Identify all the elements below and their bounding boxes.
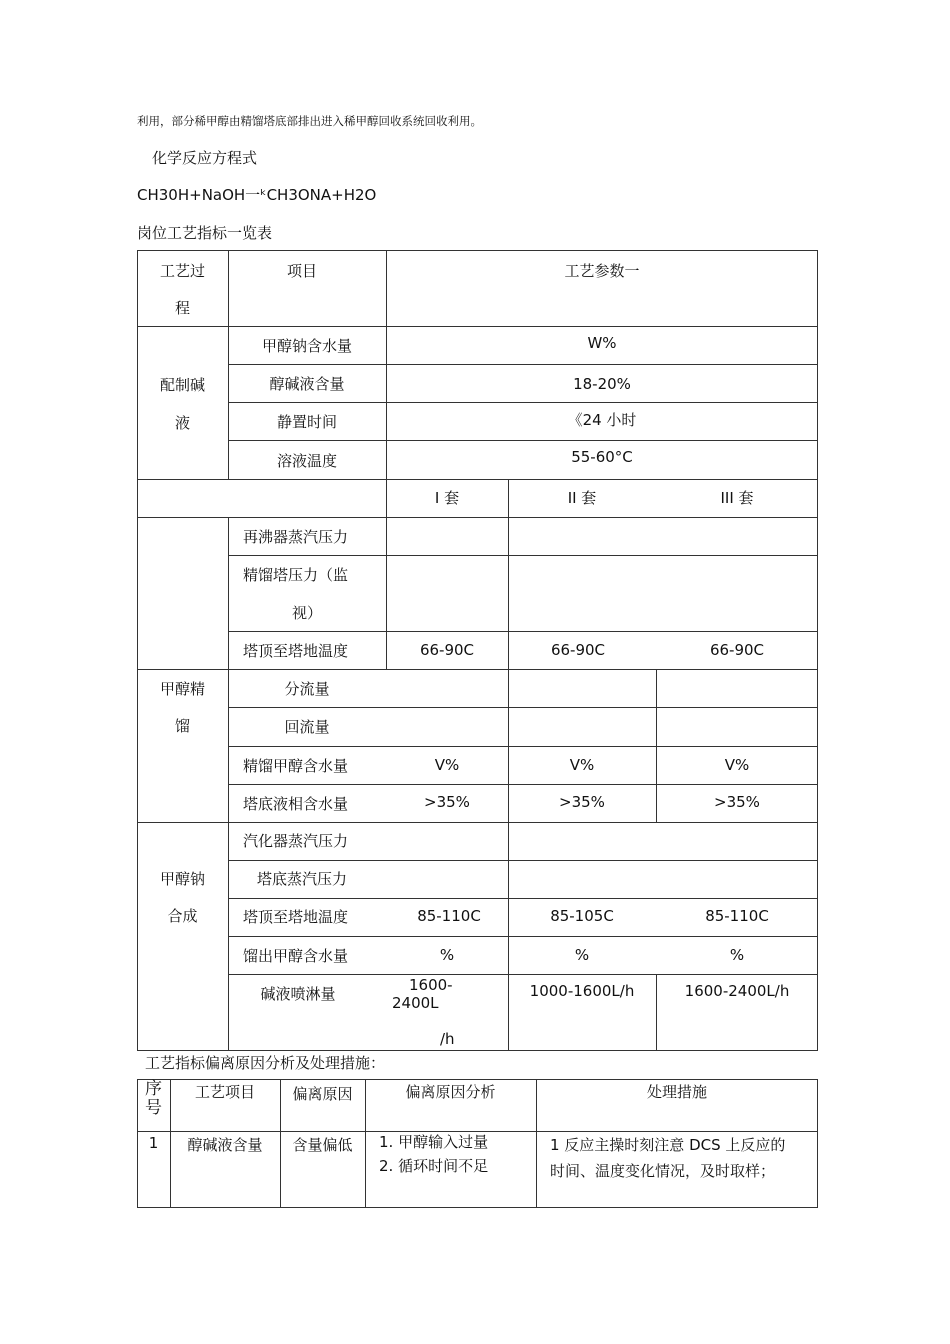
synth-group-label: 甲醇钠 <box>159 870 205 888</box>
synth-value-set3: 1600-2400L/h <box>684 982 790 1000</box>
distill-value-set2: V% <box>569 756 595 774</box>
distill-item: 分流量 <box>284 680 330 698</box>
t2-row-no: 1 <box>148 1134 159 1152</box>
reaction-equation: CH30H+NaOH一ᵏCH3ONA+H2O <box>137 186 377 204</box>
alkali-group-label-line2: 液 <box>174 414 190 432</box>
t2-row-analysis-2: 2. 循环时间不足 <box>379 1157 489 1175</box>
synth-item: 塔顶至塔地温度 <box>243 908 349 926</box>
distill-item: 精馏甲醇含水量 <box>243 757 349 775</box>
t1-header-params: 工艺参数一 <box>564 262 640 280</box>
intro-paragraph: 利用，部分稀甲醇由精馏塔底部排出进入稀甲醇回收系统回收利用。 <box>137 114 482 128</box>
set-1-header: I 套 <box>434 489 460 507</box>
distill-item: 再沸器蒸汽压力 <box>243 528 349 546</box>
t2-header-no-line2: 号 <box>145 1098 162 1118</box>
alkali-value: 55-60°C <box>571 448 633 466</box>
distill-value-set2: >35% <box>559 793 605 811</box>
distill-group-label-line2: 馏 <box>174 717 190 735</box>
synth-value-set1-line3: /h <box>440 1030 455 1048</box>
alkali-item: 静置时间 <box>276 413 337 431</box>
synth-item: 馏出甲醇含水量 <box>243 947 349 965</box>
synth-value-set1: 85-110C <box>417 907 481 925</box>
alkali-value: W% <box>587 334 617 352</box>
t2-header-action: 处理措施 <box>646 1083 707 1101</box>
synth-value-set1: % <box>439 946 455 964</box>
synth-value-set3: 85-110C <box>705 907 769 925</box>
t1-header-process: 工艺过 <box>159 262 205 280</box>
distill-value-set3: V% <box>724 756 750 774</box>
set-3-header: III 套 <box>720 489 754 507</box>
t1-header-item: 项目 <box>286 262 317 280</box>
distill-value-set1: >35% <box>424 793 470 811</box>
synth-value-set2: 1000-1600L/h <box>529 982 635 1000</box>
distill-value-set3: 66-90C <box>709 641 765 659</box>
distill-item: 塔顶至塔地温度 <box>243 642 349 660</box>
t1-header-process-line2: 程 <box>174 299 190 317</box>
table2-heading: 工艺指标偏离原因分析及处理措施： <box>145 1054 386 1072</box>
t2-row-item: 醇碱液含量 <box>187 1136 263 1154</box>
synth-item: 塔底蒸汽压力 <box>257 870 348 888</box>
distill-value-set3: >35% <box>714 793 760 811</box>
distill-item-line2: 视） <box>291 604 322 622</box>
alkali-item: 醇碱液含量 <box>269 375 345 393</box>
t2-header-no: 序 <box>145 1079 162 1099</box>
alkali-value: 18-20% <box>573 375 631 393</box>
synth-value-set2: % <box>574 946 590 964</box>
t2-row-action-1: 1 反应主操时刻注意 DCS 上反应的 <box>550 1136 786 1154</box>
distill-value-set2: 66-90C <box>550 641 606 659</box>
synth-value-set3: % <box>729 946 745 964</box>
t2-row-analysis-1: 1. 甲醇输入过量 <box>379 1133 489 1151</box>
synth-value-set2: 85-105C <box>550 907 614 925</box>
t2-row-action-2: 时间、温度变化情况，及时取样； <box>550 1162 776 1180</box>
synth-group-label-line2: 合成 <box>167 907 198 925</box>
table1-heading: 岗位工艺指标一览表 <box>137 224 273 242</box>
t2-header-analysis: 偏离原因分析 <box>405 1083 496 1101</box>
distill-value-set1: 66-90C <box>419 641 475 659</box>
set-2-header: II 套 <box>567 489 597 507</box>
distill-item: 精馏塔压力（监 <box>243 566 349 584</box>
distill-item: 塔底液相含水量 <box>243 795 349 813</box>
t2-row-cause: 含量偏低 <box>292 1136 353 1154</box>
alkali-item: 溶液温度 <box>276 452 337 470</box>
distill-value-set1: V% <box>434 756 460 774</box>
alkali-value: 《24 小时 <box>567 411 637 429</box>
synth-value-set1-line2: 2400L <box>392 994 439 1012</box>
synth-item: 汽化器蒸汽压力 <box>243 832 349 850</box>
t2-header-item: 工艺项目 <box>194 1083 255 1101</box>
reaction-heading: 化学反应方程式 <box>152 149 258 167</box>
distill-item: 回流量 <box>284 718 330 736</box>
distill-group-label: 甲醇精 <box>159 680 205 698</box>
alkali-item: 甲醇钠含水量 <box>261 337 352 355</box>
synth-item: 碱液喷淋量 <box>260 985 336 1003</box>
synth-value-set1: 1600- <box>409 976 453 994</box>
alkali-group-label: 配制碱 <box>159 376 205 394</box>
t2-header-cause: 偏离原因 <box>292 1085 353 1103</box>
